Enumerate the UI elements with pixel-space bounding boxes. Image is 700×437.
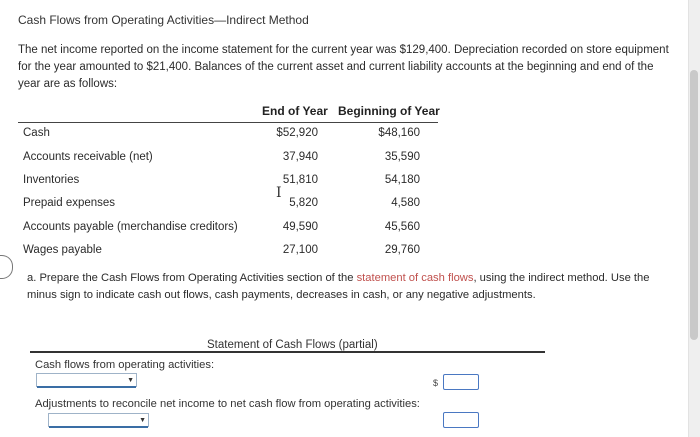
statement-rule xyxy=(30,351,545,353)
net-income-amount-input[interactable] xyxy=(443,374,479,390)
currency-symbol: $ xyxy=(433,378,439,388)
instructions-suffix: , using the indirect method. Use the minus sign to indicate cash out flows, cash payments, decreases in cash, or any negative adjustments. xyxy=(27,272,650,301)
header-end-of-year: End of Year xyxy=(262,104,328,118)
adjustments-label: Adjustments to reconcile net income to net cash flow from operating activities: xyxy=(35,398,420,410)
table-row xyxy=(0,151,700,169)
row-label: Inventories xyxy=(23,174,80,186)
row-label: Prepaid expenses xyxy=(23,197,116,209)
table-row xyxy=(0,197,700,215)
row-beginning-value: 4,580 xyxy=(391,197,420,209)
adjustment-amount-input[interactable] xyxy=(443,412,479,428)
statement-of-cash-flows-link[interactable]: statement of cash flows xyxy=(356,272,474,284)
problem-title: Cash Flows from Operating Activities—Indirect Method xyxy=(18,13,309,27)
adjustment-dropdown[interactable] xyxy=(48,413,149,427)
header-rule xyxy=(18,122,438,123)
row-end-value: 49,590 xyxy=(282,221,318,233)
row-beginning-value: $48,160 xyxy=(378,127,420,139)
scrollbar-thumb[interactable] xyxy=(690,70,698,340)
table-row xyxy=(0,174,700,192)
row-label: Wages payable xyxy=(23,244,102,256)
statement-title: Statement of Cash Flows (partial) xyxy=(207,339,378,351)
header-beginning-of-year: Beginning of Year xyxy=(338,104,440,118)
instructions-prefix: a. Prepare the Cash Flows from Operating Activities section of the xyxy=(27,272,357,284)
row-end-value: $52,920 xyxy=(276,127,318,139)
problem-intro: The net income reported on the income statement for the current year was $129,400. Depreciation recorded on store equipment for the year amounted to $21,400. Balances of the current asset and current liability accounts at the beginning and end of the year are as follows: xyxy=(18,44,669,90)
row-end-value: 27,100 xyxy=(282,244,318,256)
table-row xyxy=(0,221,700,239)
net-income-dropdown[interactable] xyxy=(36,373,137,387)
operating-activities-label: Cash flows from operating activities: xyxy=(35,359,215,371)
row-end-value: 37,940 xyxy=(282,151,318,163)
row-end-value: 5,820 xyxy=(289,197,318,209)
row-beginning-value: 35,590 xyxy=(384,151,420,163)
row-beginning-value: 29,760 xyxy=(384,244,420,256)
chevron-down-icon: ▼ xyxy=(127,377,134,384)
instructions xyxy=(27,270,667,304)
text-cursor-icon: I xyxy=(276,185,282,201)
row-beginning-value: 45,560 xyxy=(384,221,420,233)
row-label: Accounts receivable (net) xyxy=(23,151,153,163)
row-label: Cash xyxy=(23,127,50,139)
table-row xyxy=(0,244,700,262)
row-label: Accounts payable (merchandise creditors) xyxy=(23,221,238,233)
chevron-down-icon: ▼ xyxy=(139,417,146,424)
table-row xyxy=(0,127,700,145)
row-beginning-value: 54,180 xyxy=(384,174,420,186)
row-end-value: 51,810 xyxy=(282,174,318,186)
